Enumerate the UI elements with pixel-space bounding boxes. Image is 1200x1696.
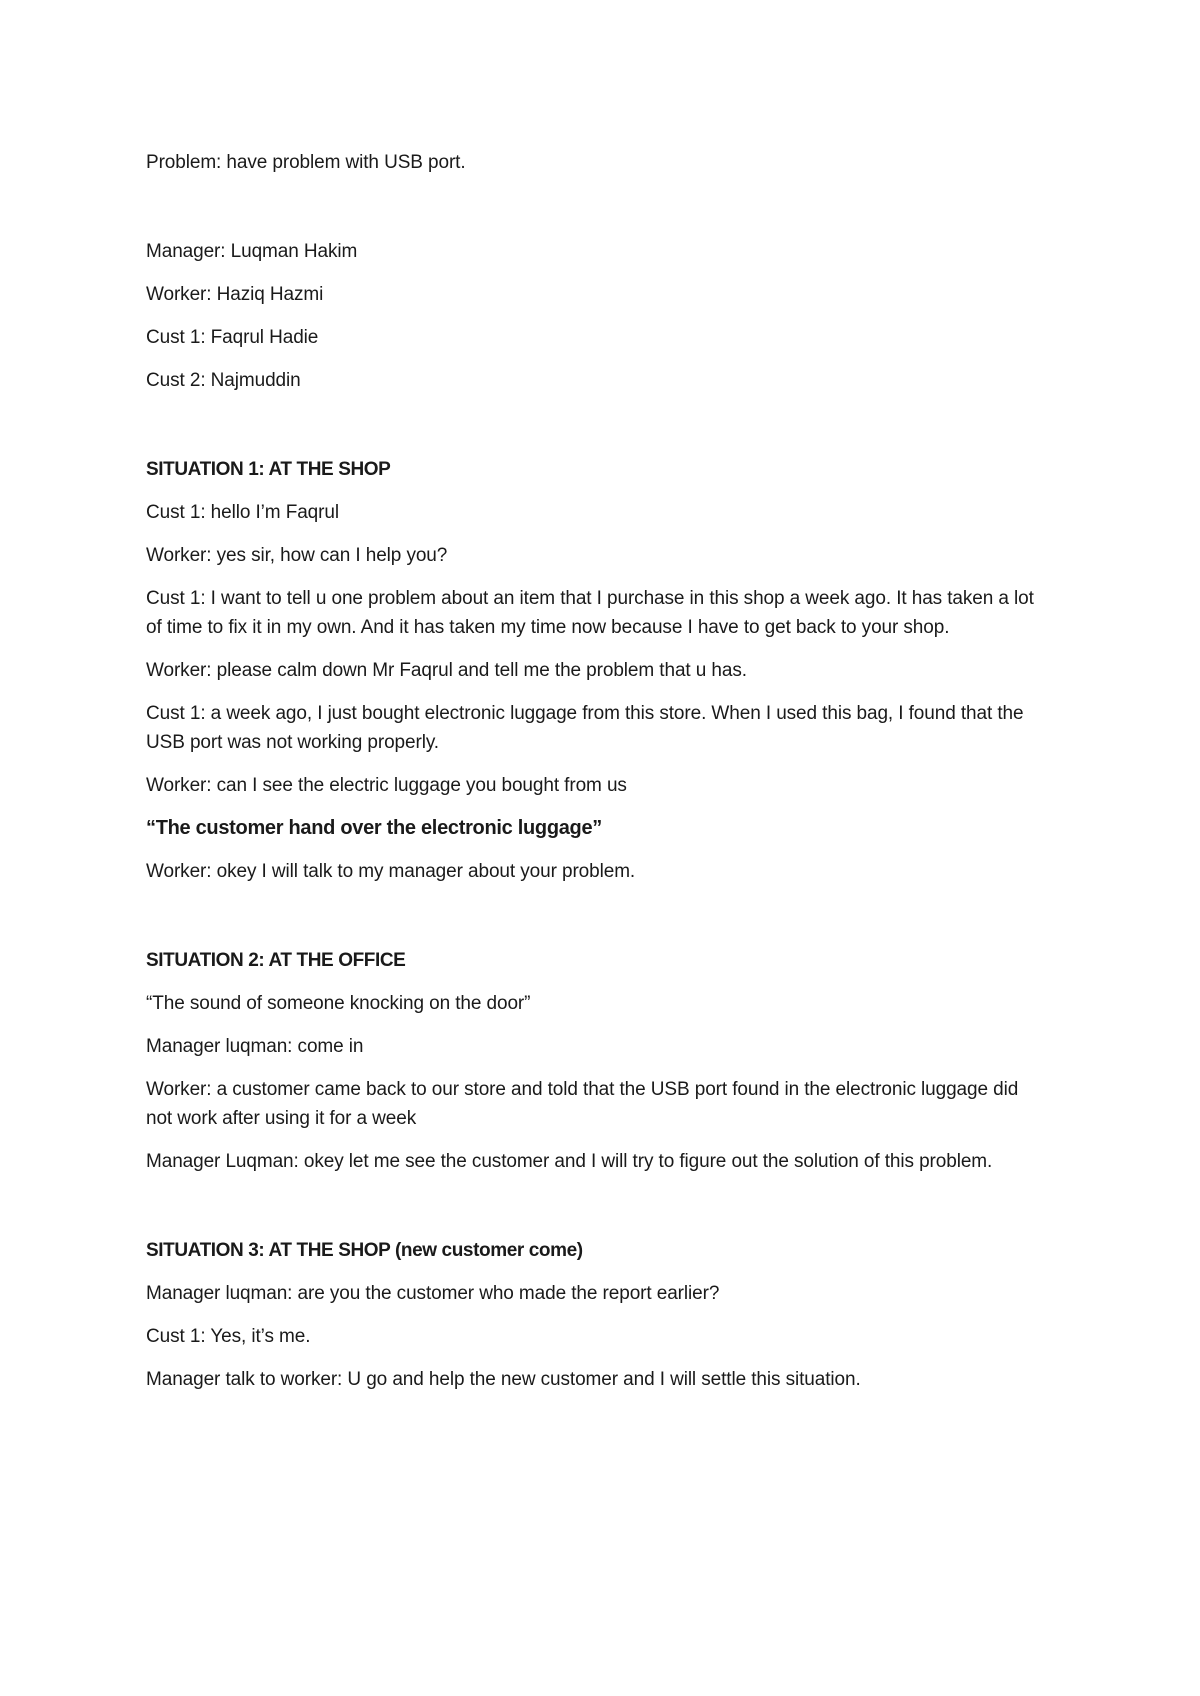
situation2-line: Manager Luqman: okey let me see the customer and I will try to figure out the solution of this problem.: [146, 1151, 993, 1172]
situation1-line: Cust 1: a week ago, I just bought electronic luggage from this store. When I used this bag, I found that the USB port was not working properly.: [146, 703, 1024, 753]
situation1-line: Cust 1: I want to tell u one problem about an item that I purchase in this shop a week ago. It has taken a lot of time to fix it in my own. And it has taken my time now because I have to get back to your shop.: [146, 588, 1034, 638]
situation1-line: Worker: yes sir, how can I help you?: [146, 545, 448, 566]
situation1-line: Worker: please calm down Mr Faqrul and tell me the problem that u has.: [146, 660, 747, 681]
cast-manager: Manager: Luqman Hakim: [146, 241, 358, 262]
cast-cust1: Cust 1: Faqrul Hadie: [146, 327, 319, 348]
situation2-line: Manager luqman: come in: [146, 1036, 364, 1057]
situation1-line: Cust 1: hello I’m Faqrul: [146, 502, 339, 523]
situation2-line: “The sound of someone knocking on the door”: [146, 993, 531, 1014]
situation1-stage-direction: “The customer hand over the electronic luggage”: [146, 817, 602, 839]
situation1-closing-line: Worker: okey I will talk to my manager about your problem.: [146, 861, 636, 882]
situation2-line: Worker: a customer came back to our store and told that the USB port found in the electronic luggage did not work after using it for a week: [146, 1079, 1019, 1129]
situation2-heading: SITUATION 2: AT THE OFFICE: [146, 950, 406, 971]
cast-cust2: Cust 2: Najmuddin: [146, 370, 301, 391]
cast-worker: Worker: Haziq Hazmi: [146, 284, 324, 305]
problem-statement: Problem: have problem with USB port.: [146, 152, 466, 173]
situation1-heading: SITUATION 1: AT THE SHOP: [146, 459, 391, 480]
situation3-line: Cust 1: Yes, it’s me.: [146, 1326, 311, 1347]
document-body: [146, 148, 1046, 1394]
situation1-line: Worker: can I see the electric luggage you bought from us: [146, 775, 627, 796]
situation3-line: Manager luqman: are you the customer who made the report earlier?: [146, 1283, 720, 1304]
situation3-heading: SITUATION 3: AT THE SHOP (new customer come): [146, 1240, 583, 1261]
situation3-line: Manager talk to worker: U go and help the new customer and I will settle this situation.: [146, 1369, 861, 1390]
